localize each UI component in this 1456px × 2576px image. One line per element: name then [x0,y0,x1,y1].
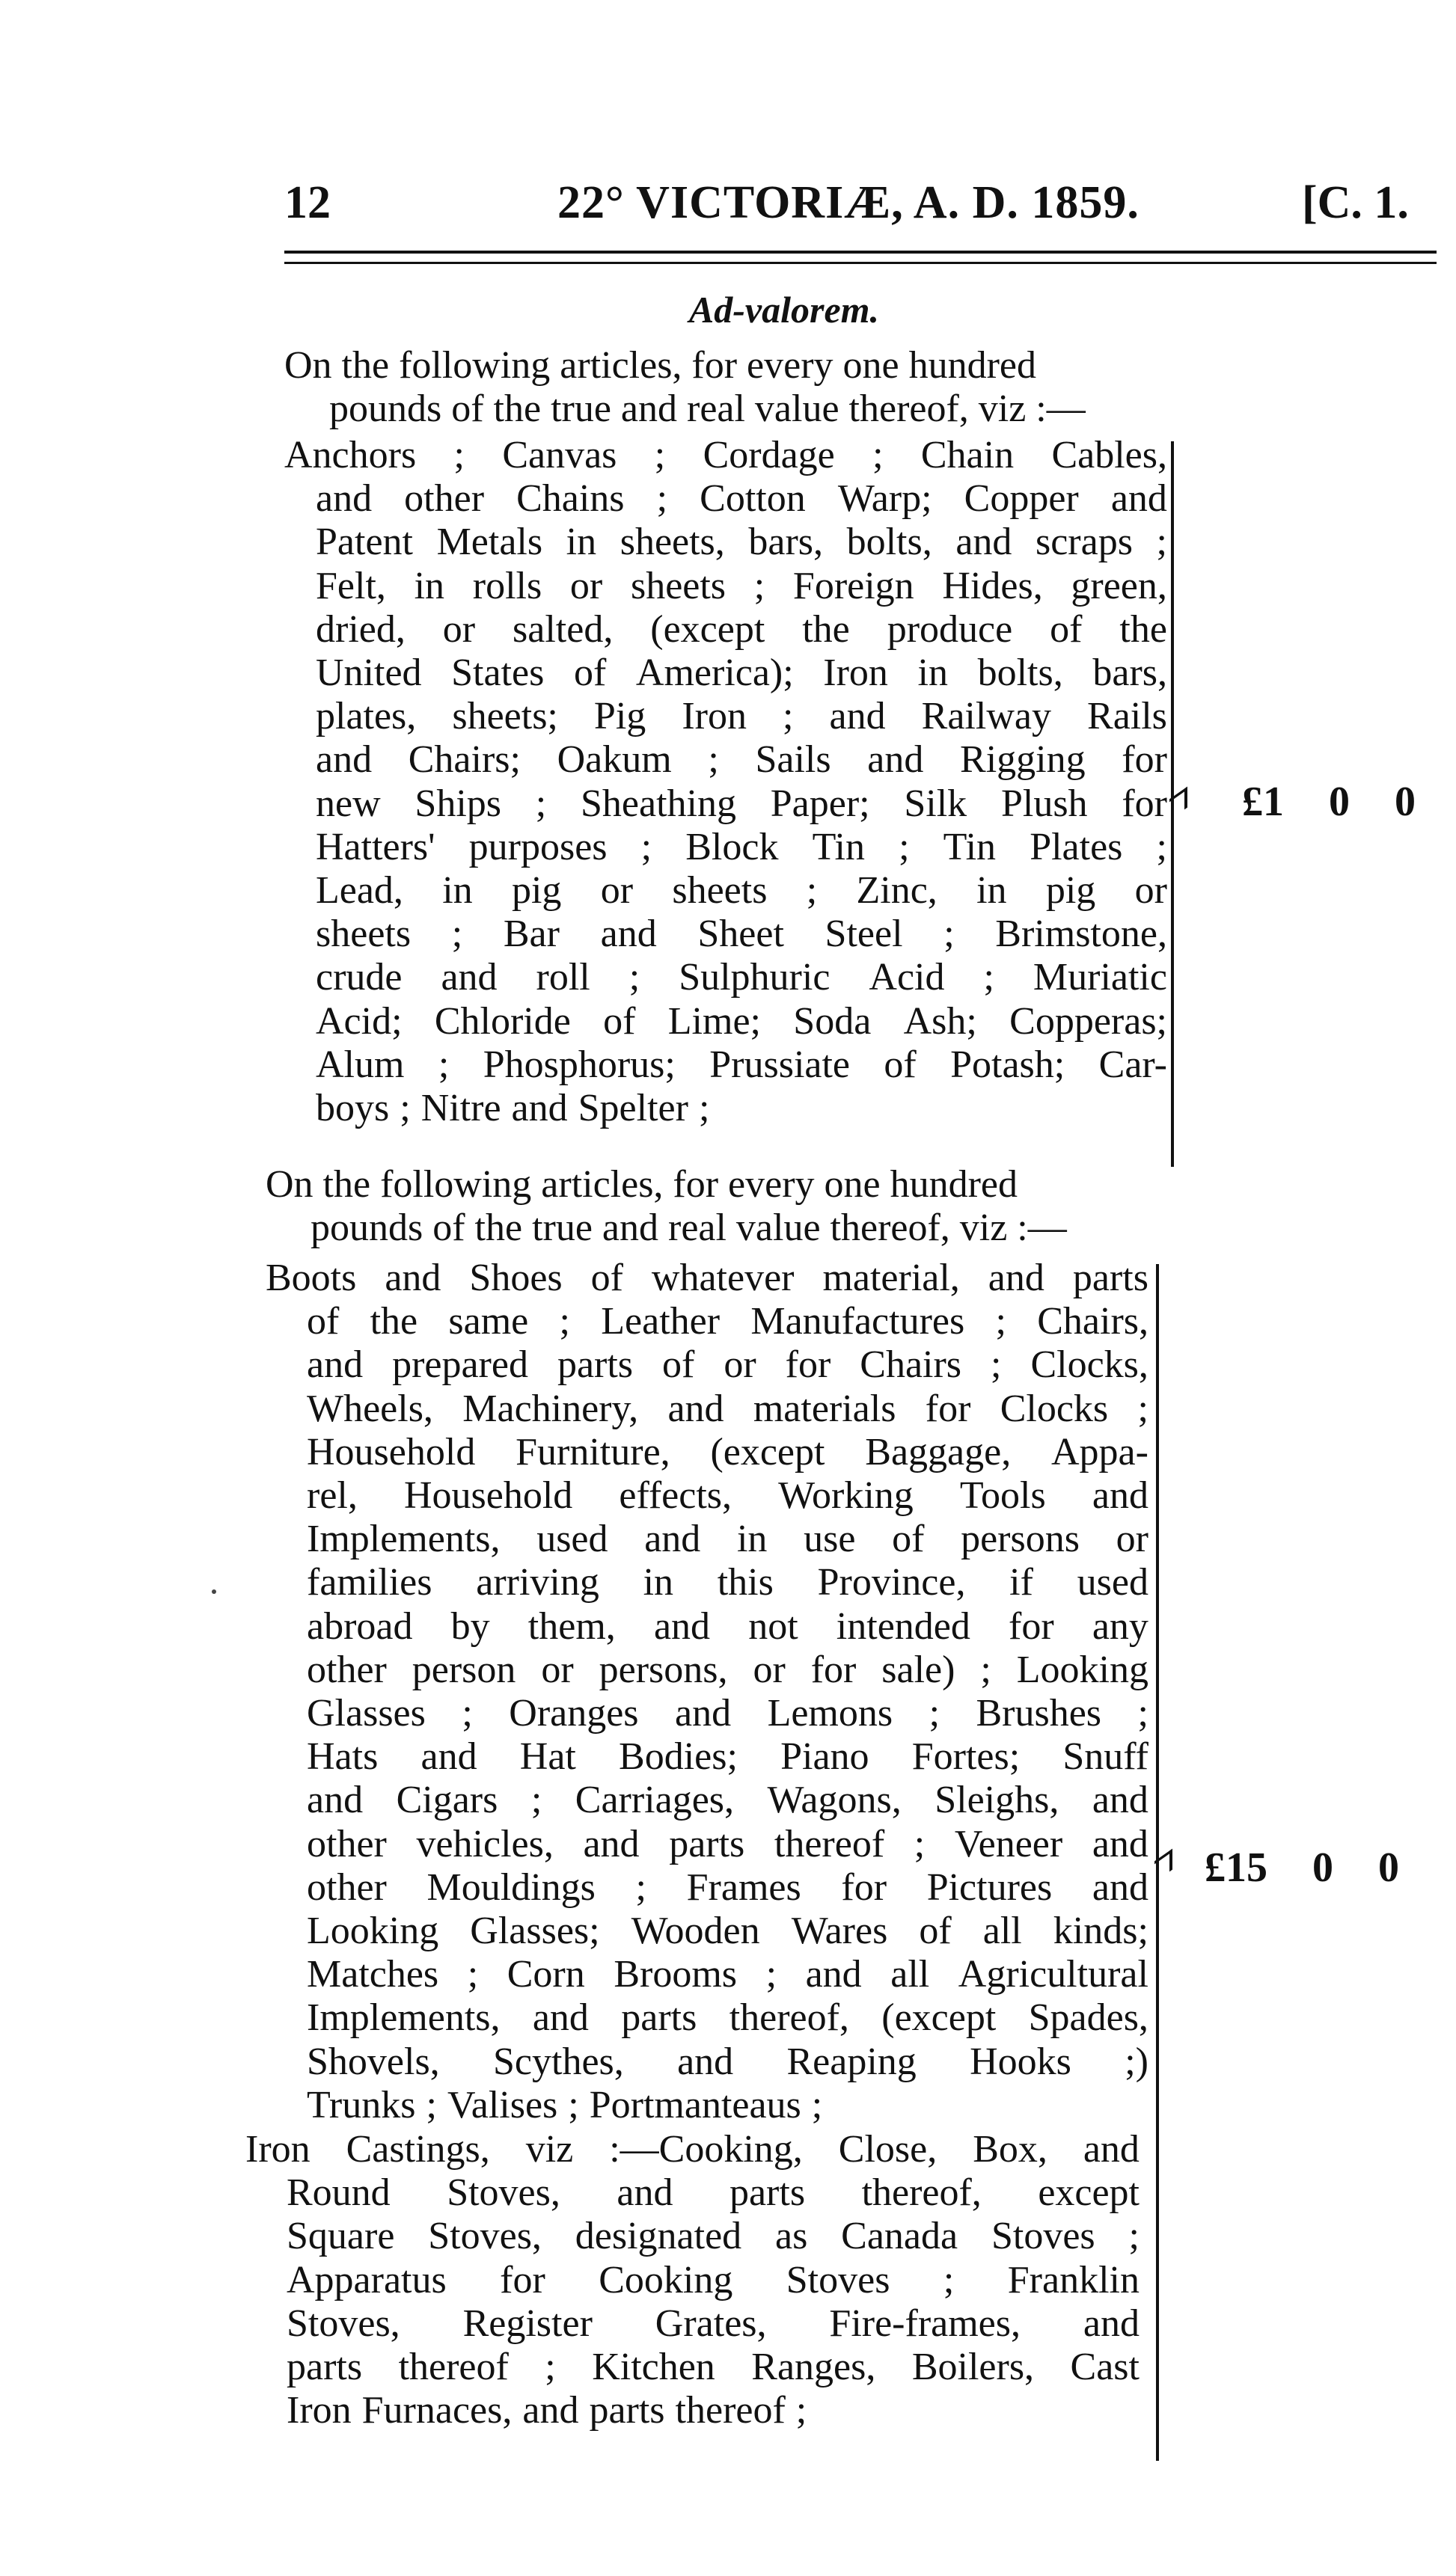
article-line: other person or persons, or for sale) ; Looking [307,1648,1148,1691]
article-line: Boots and Shoes of whatever material, and parts [266,1257,1148,1299]
article-line: other vehicles, and parts thereof ; Veneer and [307,1822,1148,1865]
article-line: new Ships ; Sheathing Paper; Silk Plush for [316,782,1167,825]
article-line: Implements, used and in use of persons or [307,1518,1148,1561]
article-line: dried, or salted, (except the produce of the [316,607,1167,651]
article-line: plates, sheets; Pig Iron ; and Railway Rails [316,695,1167,738]
page-number: 12 [284,177,331,228]
running-title: 22° VICTORIÆ, A. D. 1859. [557,177,1140,228]
rate-shillings: 0 [1312,1844,1333,1891]
rate-shillings: 0 [1329,779,1350,825]
article-line: Trunks ; Valises ; Portmanteaus ; [307,2083,823,2126]
intro-line: pounds of the true and real value thereof, viz :— [329,387,1086,430]
article-line: other Mouldings ; Frames for Pictures and [307,1865,1148,1909]
section2-article-list [266,1257,1148,2127]
article-line: parts thereof ; Kitchen Ranges, Boilers, Cast [287,2346,1140,2389]
article-line: rel, Household effects, Working Tools and [307,1474,1148,1518]
article-line: Shovels, Scythes, and Reaping Hooks ;) [307,2040,1148,2083]
header-rule-thin [284,262,1437,264]
section-heading: Ad-valorem. [688,289,880,331]
article-line: Looking Glasses; Wooden Wares of all kinds; [307,1910,1148,1953]
section1-brace [1171,441,1174,1167]
article-line: of the same ; Leather Manufactures ; Chairs, [307,1300,1148,1343]
page-header [0,177,1456,244]
article-line: Household Furniture, (except Baggage, Appa- [307,1430,1148,1473]
article-line: Round Stoves, and parts thereof, except [287,2171,1140,2215]
article-line: crude and roll ; Sulphuric Acid ; Muriatic [316,956,1167,999]
section2-rate [1205,1844,1444,1892]
article-line: Stoves, Register Grates, Fire-frames, and [287,2301,1140,2345]
article-line: Implements, and parts thereof, (except Spades, [307,1996,1148,2040]
article-line: United States of America); Iron in bolts, bars, [316,651,1167,695]
intro-line: On the following articles, for every one hundred [266,1163,1018,1206]
section2-intro [266,1163,1193,1250]
article-line: Alum ; Phosphorus; Prussiate of Potash; Car- [316,1043,1167,1086]
article-line: Apparatus for Cooking Stoves ; Franklin [287,2258,1140,2301]
rate-pounds: £1 [1242,779,1284,825]
rate-pounds: £15 [1205,1844,1267,1891]
article-line: Anchors ; Canvas ; Cordage ; Chain Cables, [284,434,1167,476]
section1-article-list [284,434,1167,1130]
article-line: sheets ; Bar and Sheet Steel ; Brimstone, [316,913,1167,956]
article-line: Hatters' purposes ; Block Tin ; Tin Plates ; [316,825,1167,868]
intro-line: On the following articles, for every one hundred [284,344,1037,387]
section2-iron-list [245,2128,1140,2432]
rate-pence: 0 [1395,779,1416,825]
article-line: and Cigars ; Carriages, Wagons, Sleighs, and [307,1779,1148,1822]
article-line: abroad by them, and not intended for any [307,1604,1148,1648]
article-line: Patent Metals in sheets, bars, bolts, and scraps ; [316,521,1167,564]
article-line: Lead, in pig or sheets ; Zinc, in pig or [316,869,1167,913]
article-line: Matches ; Corn Brooms ; and all Agricultural [307,1953,1148,1996]
article-line: families arriving in this Province, if used [307,1561,1148,1604]
article-line: Iron Castings, viz :—Cooking, Close, Box, and [245,2128,1140,2171]
rate-pence: 0 [1378,1844,1399,1891]
article-line: Wheels, Machinery, and materials for Clocks ; [307,1387,1148,1430]
header-rule-thick [284,251,1437,254]
article-line: and other Chains ; Cotton Warp; Copper and [316,477,1167,521]
article-line: Square Stoves, designated as Canada Stoves ; [287,2215,1140,2258]
article-line: and prepared parts of or for Chairs ; Clocks, [307,1343,1148,1387]
article-line: boys ; Nitre and Spelter ; [316,1087,710,1130]
article-line: Hats and Hat Bodies; Piano Fortes; Snuff [307,1735,1148,1779]
section1-intro [284,344,1212,431]
article-line: Glasses ; Oranges and Lemons ; Brushes ; [307,1692,1148,1735]
article-line: and Chairs; Oakum ; Sails and Rigging for [316,738,1167,782]
chapter-reference: [C. 1. [1302,177,1409,228]
section2-brace [1156,1264,1159,2461]
article-line: Acid; Chloride of Lime; Soda Ash; Copperas; [316,999,1167,1043]
section1-rate [1242,778,1456,826]
intro-line: pounds of the true and real value thereof, viz :— [311,1206,1067,1249]
article-line: Iron Furnaces, and parts thereof ; [287,2389,807,2432]
article-line: Felt, in rolls or sheets ; Foreign Hides, green, [316,564,1167,607]
print-speck [212,1589,216,1594]
